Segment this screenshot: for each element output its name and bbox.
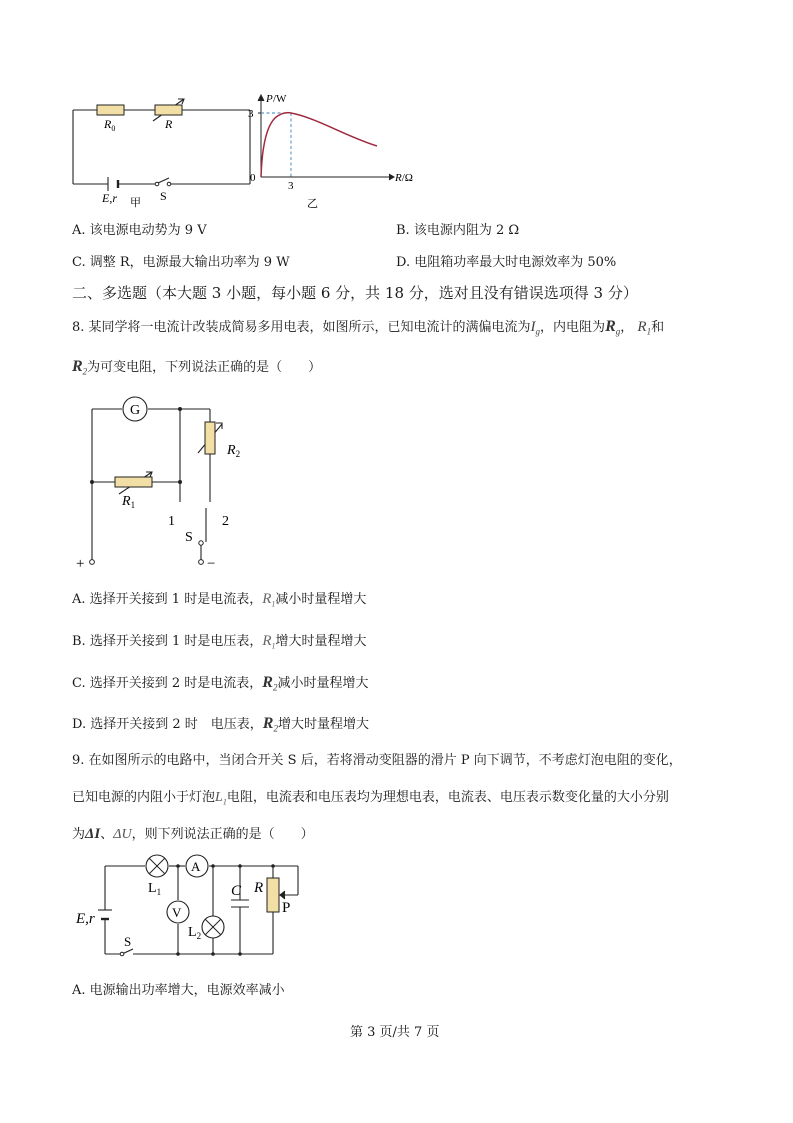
q7-option-a: A. 该电源电动势为 9 V	[72, 223, 207, 238]
lamp-l1-label: $L_1$	[148, 881, 162, 897]
origin-label: 0	[250, 172, 256, 184]
q9-option-a: A. 电源输出功率增大，电源效率减小	[72, 983, 285, 998]
terminal-1-label: 1	[168, 514, 175, 529]
rheostat-r-label: R	[254, 880, 264, 896]
galvanometer-label: G	[130, 403, 141, 418]
q7-option-d: D. 电阻箱功率最大时电源效率为 50%	[396, 255, 617, 270]
terminal-2-label: 2	[222, 514, 229, 529]
r-label: R	[165, 117, 173, 131]
s-label: S	[160, 189, 167, 203]
caption-jia: 甲	[130, 197, 141, 208]
r2-label: $R_2$	[227, 443, 241, 459]
slider-p-label: P	[282, 900, 291, 916]
page-number-footer: 第 3 页/共 7 页	[350, 1025, 440, 1040]
axis-y-label: P	[266, 93, 273, 105]
switch-s-label: S	[185, 530, 193, 545]
r0-label: $R_0$	[104, 117, 116, 133]
lamp-l2-label: $L_2$	[188, 925, 202, 941]
er-label: E,r	[76, 911, 95, 927]
caption-yi: 乙	[307, 198, 318, 210]
q8-stem-line2: $R_2$为可变电阻，下列说法正确的是（ ）	[72, 358, 322, 377]
power-curve-figure-yi	[245, 88, 415, 210]
q8-option-c: C. 选择开关接到 2 时是电流表，$R_2$减小时量程增大	[72, 674, 369, 693]
x-tick-3: 3	[288, 180, 294, 192]
capacitor-c-label: C	[231, 883, 242, 899]
circuit-figure-jia	[60, 88, 260, 208]
minus-terminal-label: −	[207, 556, 216, 572]
q9-stem-line1: 9. 在如图所示的电路中，当闭合开关 S 后，若将滑动变阻器的滑片 P 向下调节，不考虑灯泡电阻的变化，	[72, 753, 682, 768]
q7-option-c: C. 调整 R，电源最大输出功率为 9 W	[72, 255, 290, 270]
q7-option-b: B. 该电源内阻为 2 Ω	[396, 223, 520, 238]
voltmeter-label: V	[172, 905, 182, 920]
er-label: E,r	[102, 191, 117, 205]
q9-stem-line3: 为ΔI、ΔU，则下列说法正确的是（ ）	[72, 826, 314, 842]
ammeter-label: A	[191, 859, 201, 874]
section-heading-multiple-choice: 二、多选题（本大题 3 小题，每小题 6 分，共 18 分，选对且没有错误选项得 3 分）	[72, 284, 638, 302]
plus-terminal-label: +	[76, 556, 85, 572]
q8-stem-line1: 8. 某同学将一电流计改装成简易多用电表，如图所示，已知电流计的满偏电流为$I_g$，内电阻为$R_g$， $R_1$和	[72, 318, 665, 337]
q8-option-d: D. 选择开关接到 2 时 电压表，$R_2$增大时量程增大	[72, 715, 369, 734]
multimeter-circuit-figure	[70, 392, 260, 577]
axis-x-label: R/Ω	[395, 172, 413, 184]
q8-option-a: A. 选择开关接到 1 时是电流表，$R_1$减小时量程增大	[72, 591, 367, 609]
switch-s-label: S	[124, 934, 132, 949]
q8-option-b: B. 选择开关接到 1 时是电压表，$R_1$增大时量程增大	[72, 633, 367, 651]
y-tick-3: 3	[248, 108, 254, 120]
svg-text:/W: /W	[273, 93, 287, 105]
lamp-circuit-figure	[70, 850, 315, 962]
q9-stem-line2: 已知电源的内阻小于灯泡$L_1$电阻，电流表和电压表均为理想电表，电流表、电压表示数变化量的大小分别	[72, 790, 669, 807]
r1-label: $R_1$	[122, 494, 136, 510]
